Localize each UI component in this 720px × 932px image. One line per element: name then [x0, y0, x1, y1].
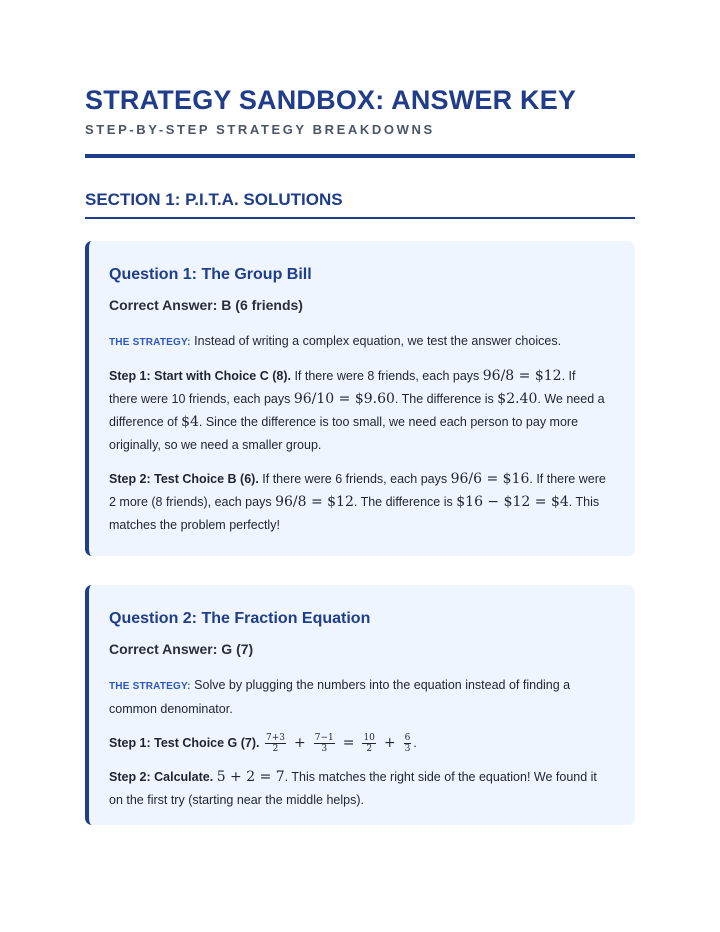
section-divider	[85, 217, 635, 219]
step-label: Step 2: Test Choice B (6).	[109, 472, 259, 486]
question-1-card	[85, 241, 635, 556]
step-text: . This matches the problem perfectly!	[109, 495, 600, 532]
strategy-text: Instead of writing a complex equation, we test the answer choices.	[194, 334, 562, 348]
math-expression: 96/6 = $16	[450, 471, 530, 487]
math-expression: 96/8 = $12	[482, 368, 562, 384]
step-label: Step 1: Start with Choice C (8).	[109, 369, 291, 383]
fraction	[265, 733, 286, 754]
fraction	[314, 733, 335, 754]
fraction-denominator: 2	[366, 744, 373, 755]
math-expression: $2.40	[497, 391, 538, 407]
question-1-step-2	[109, 468, 607, 537]
strategy-text: Solve by plugging the numbers into the equation instead of finding a common denominator.	[109, 678, 571, 716]
section-title: SECTION 1: P.I.T.A. SOLUTIONS	[85, 190, 343, 209]
fraction	[404, 733, 412, 754]
header-divider	[85, 154, 635, 158]
fraction-denominator: 2	[272, 744, 279, 755]
math-expression: $4	[181, 414, 199, 430]
question-2-card	[85, 585, 635, 825]
question-2-answer: Correct Answer: G (7)	[109, 641, 254, 657]
question-1-title: Question 1: The Group Bill	[109, 266, 312, 283]
math-expression: $16 − $12 = $4	[456, 494, 569, 510]
question-1-strategy	[109, 330, 607, 354]
math-expression: 5 + 2 = 7	[216, 769, 285, 785]
question-2-title: Question 2: The Fraction Equation	[109, 610, 371, 627]
question-2-step-1	[109, 732, 607, 755]
strategy-label: THE STRATEGY:	[109, 681, 191, 692]
step-text: . If there were 2 more (8 friends), each pays	[109, 472, 606, 509]
math-operator: +	[293, 735, 306, 751]
page-title: STRATEGY SANDBOX: ANSWER KEY	[85, 85, 577, 115]
step-text: . The difference is	[353, 495, 453, 509]
fraction-numerator: 7−1	[314, 733, 334, 744]
step-text: If there were 8 friends, each pays	[294, 369, 480, 383]
step-text: . This matches the right side of the equation! We found it on the first try (starting near the middle helps).	[109, 770, 597, 807]
strategy-label: THE STRATEGY:	[109, 337, 191, 348]
question-2-step-2	[109, 766, 607, 812]
fraction-numerator: 6	[404, 733, 411, 744]
math-expression: 96/10 = $9.60	[293, 391, 395, 407]
math-operator: =	[342, 735, 355, 751]
step-text: . If there were 10 friends, each pays	[109, 369, 576, 406]
page-subtitle: STEP-BY-STEP STRATEGY BREAKDOWNS	[85, 122, 435, 137]
step-label: Step 1: Test Choice G (7).	[109, 736, 260, 750]
step-text: .	[413, 736, 417, 750]
question-2-strategy	[109, 674, 607, 721]
math-operator: +	[383, 735, 396, 751]
step-text: If there were 6 friends, each pays	[262, 472, 448, 486]
fraction-denominator: 3	[321, 744, 328, 755]
step-text: . We need a difference of	[109, 392, 605, 429]
step-text: . Since the difference is too small, we need each person to pay more originally, so we need a smaller group.	[109, 415, 579, 452]
step-label: Step 2: Calculate.	[109, 770, 214, 784]
step-text: . The difference is	[394, 392, 494, 406]
fraction	[362, 733, 375, 754]
question-1-answer: Correct Answer: B (6 friends)	[109, 297, 303, 313]
fraction-denominator: 3	[404, 744, 411, 755]
math-expression: 96/8 = $12	[275, 494, 354, 510]
fraction-numerator: 10	[363, 733, 375, 744]
question-1-step-1	[109, 365, 607, 457]
fraction-numerator: 7+3	[265, 733, 285, 744]
